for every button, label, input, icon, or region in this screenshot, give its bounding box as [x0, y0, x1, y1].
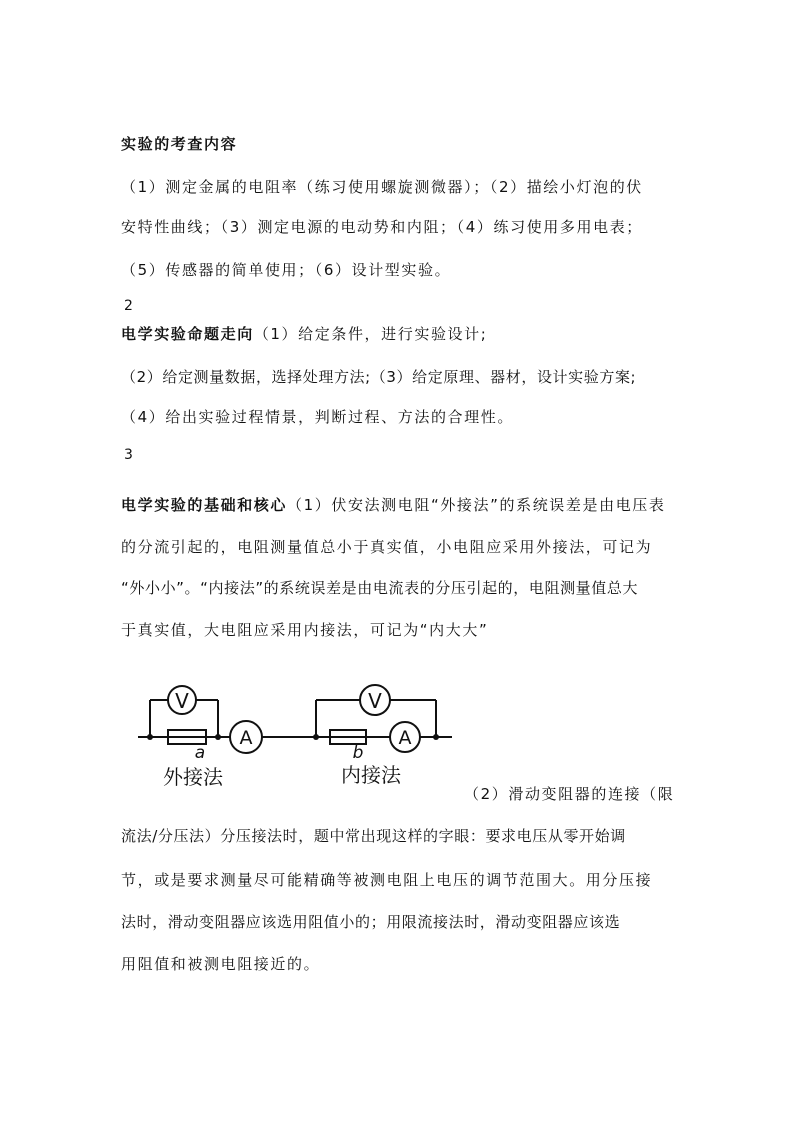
ammeter-a-symbol: A: [239, 727, 253, 749]
core-line-2: 的分流引起的，电阻测量值总小于真实值，小电阻应采用外接法，可记为: [121, 538, 653, 556]
core-heading: 电学实验的基础和核心: [121, 496, 288, 514]
core-line-4: 于真实值，大电阻应采用内接法，可记为“内大大”: [121, 621, 489, 639]
rheostat-line-4: 法时，滑动变阻器应该选用阻值小的；用限流接法时，滑动变阻器应该选: [121, 913, 621, 931]
core-line-1: [121, 495, 681, 515]
junction-a-right: [215, 734, 221, 740]
section-number-3: 3: [124, 447, 133, 463]
core-line-3: “外小小”。“内接法”的系统误差是由电流表的分压引起的，电阻测量值总大: [121, 579, 639, 597]
trend-line-3: （4）给出实验过程情景，判断过程、方法的合理性。: [121, 408, 514, 426]
rheostat-line-5: 用阻值和被测电阻接近的。: [121, 955, 321, 973]
junction-b-left: [313, 734, 319, 740]
junction-b-right: [433, 734, 439, 740]
rheostat-line-2: 流法/分压法）分压接法时，题中常出现这样的字眼：要求电压从零开始调: [121, 827, 626, 845]
trend-line-1-text: （1）给定条件，进行实验设计;: [253, 325, 488, 343]
label-a: a: [194, 743, 206, 763]
voltmeter-b-symbol: V: [368, 689, 382, 713]
rheostat-line-1: （2）滑动变阻器的连接（限: [464, 785, 675, 803]
trend-line-1: [121, 324, 681, 344]
trend-line-2: （2）给定测量数据，选择处理方法;（3）给定原理、器材，设计实验方案;: [121, 368, 637, 386]
trend-heading: 电学实验命题走向: [121, 325, 254, 343]
ammeter-b-symbol: A: [398, 727, 412, 749]
caption-external-connection: 外接法: [163, 765, 223, 789]
content-line-1: （1）测定金属的电阻率（练习使用螺旋测微器）；（2）描绘小灯泡的伏: [121, 178, 643, 196]
caption-internal-connection: 内接法: [341, 763, 401, 787]
voltmeter-a-symbol: V: [175, 689, 189, 713]
core-line-1-text: （1）伏安法测电阻“外接法”的系统误差是由电压表: [287, 496, 666, 514]
content-line-2: 安特性曲线；（3）测定电源的电动势和内阻；（4）练习使用多用电表；: [121, 218, 643, 236]
junction-a-left: [147, 734, 153, 740]
content-heading: 实验的考查内容: [121, 135, 238, 153]
content-line-3: （5）传感器的简单使用；（6）设计型实验。: [121, 261, 452, 279]
rheostat-line-3: 节，或是要求测量尽可能精确等被测电阻上电压的调节范围大。用分压接: [121, 871, 653, 889]
label-b: b: [352, 743, 364, 763]
section-number-2: 2: [124, 298, 133, 314]
